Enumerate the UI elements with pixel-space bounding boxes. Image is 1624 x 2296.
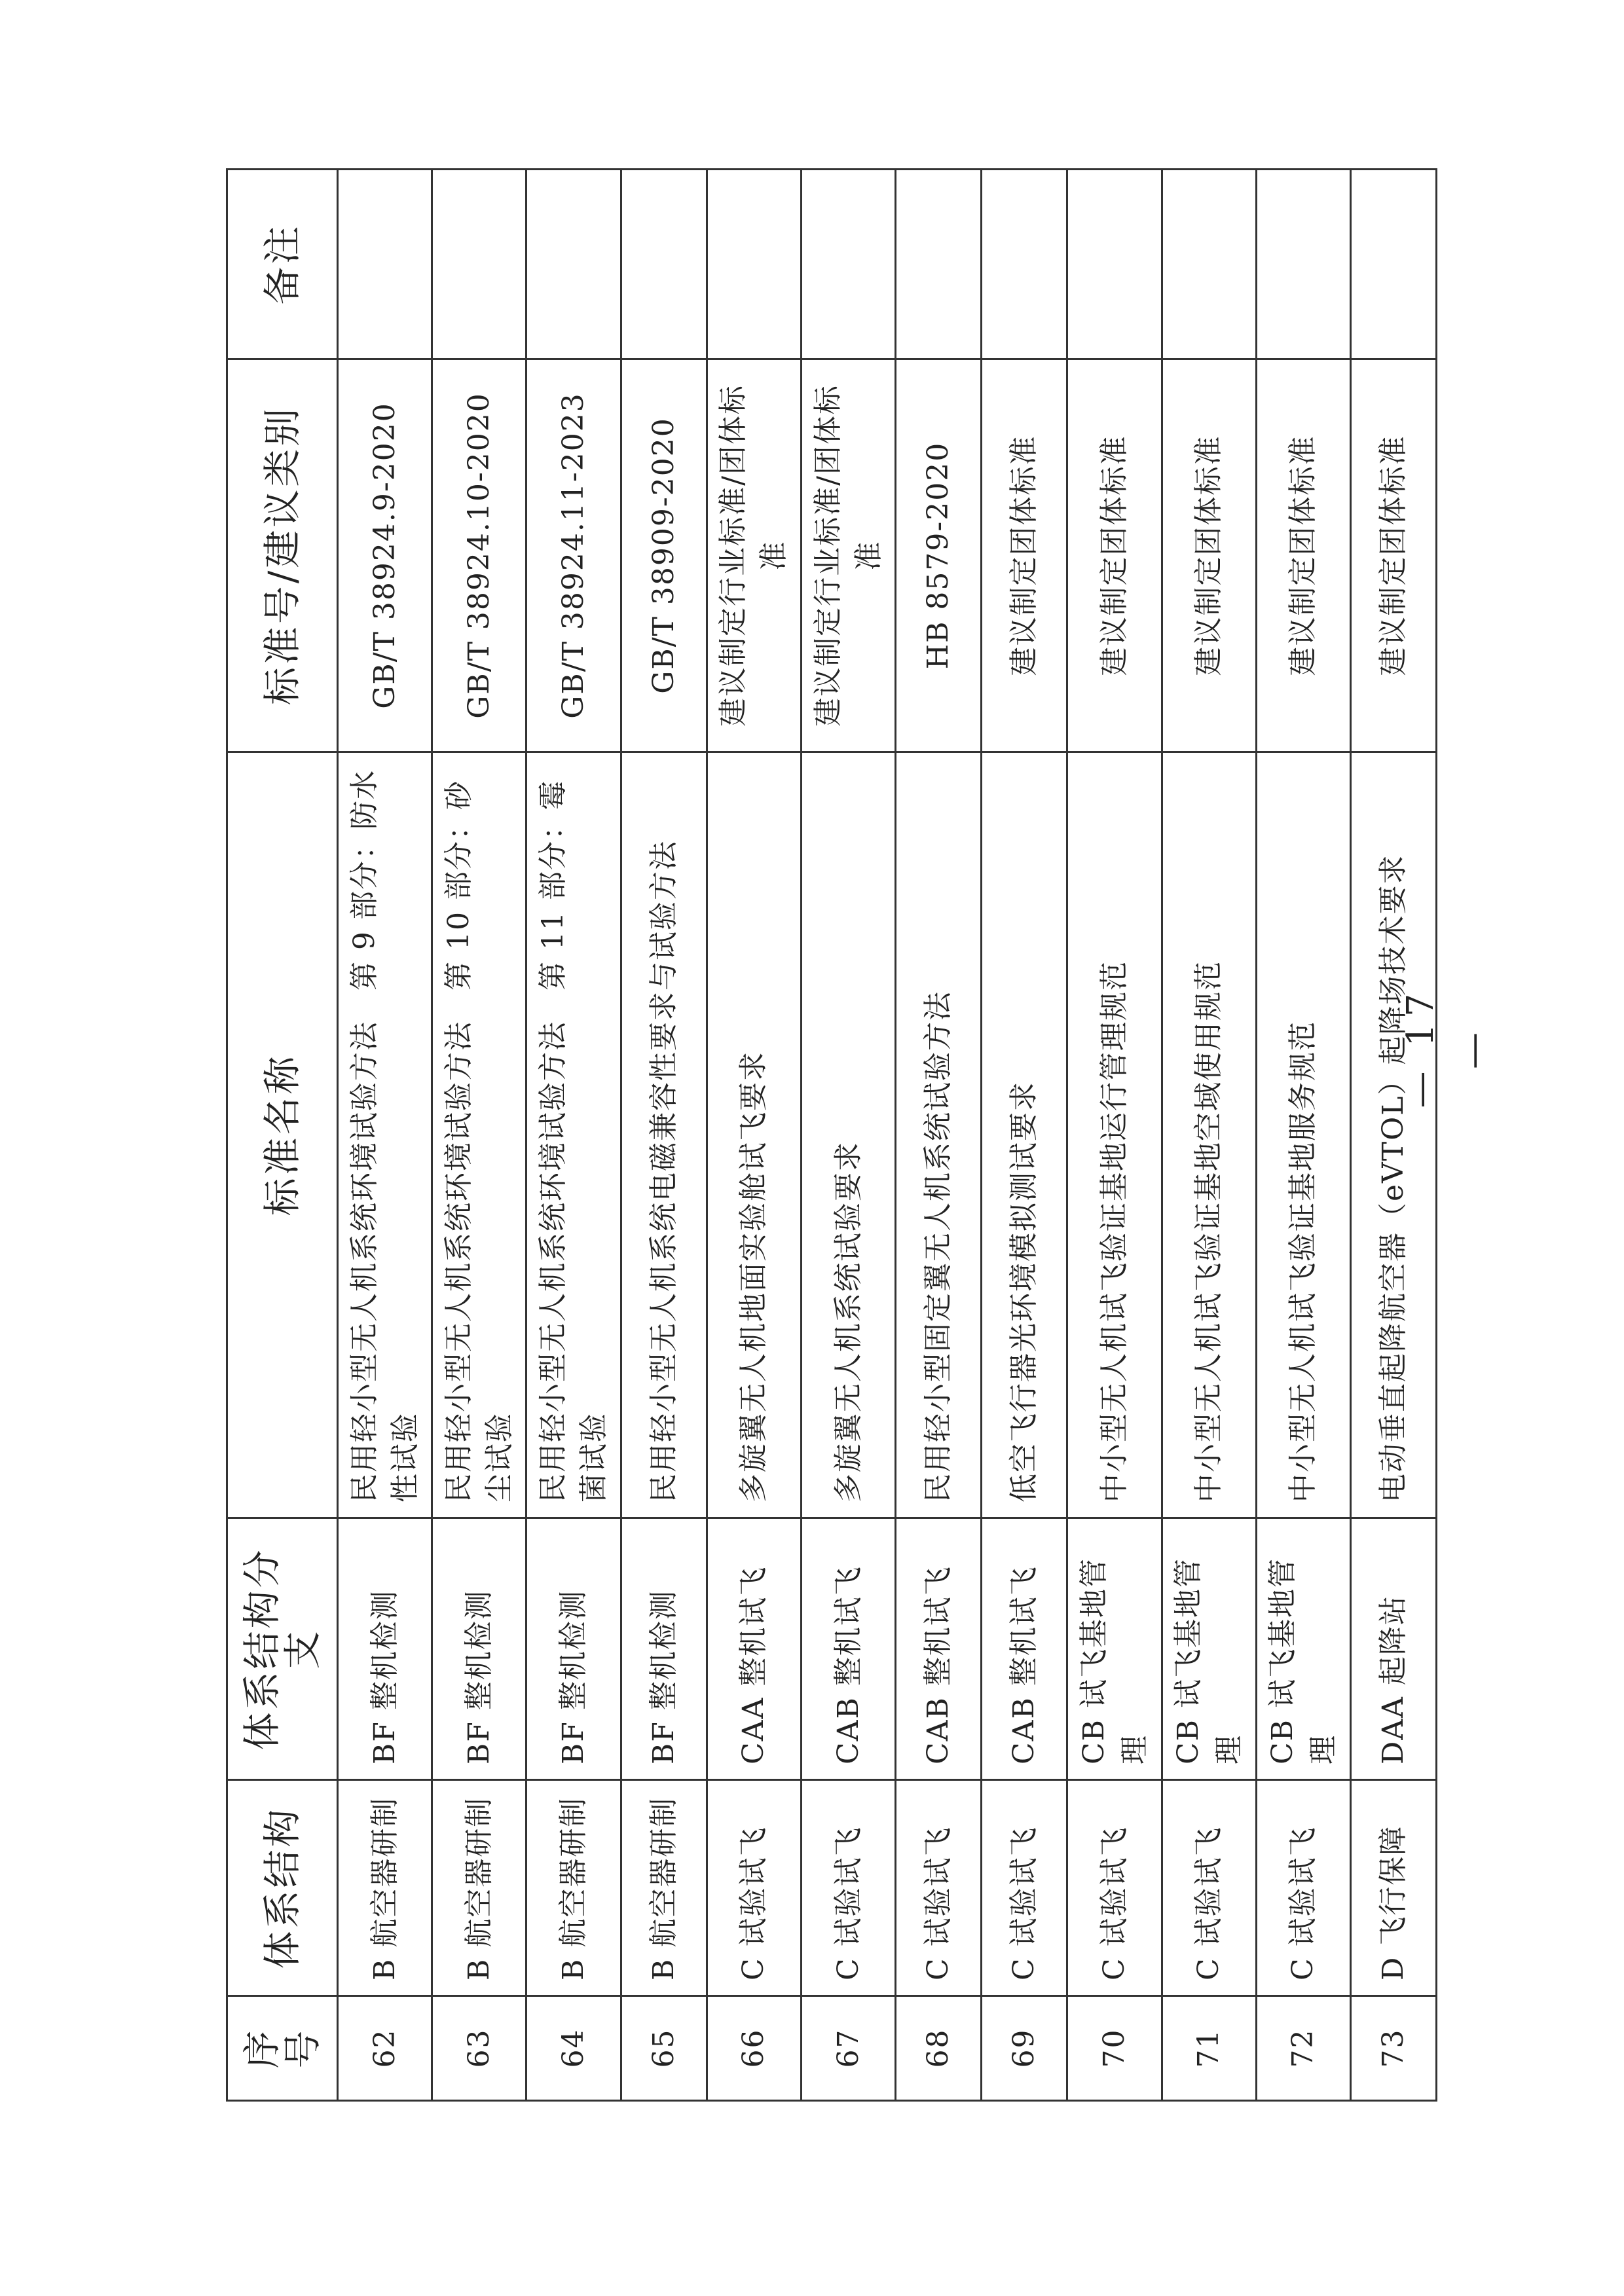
cell-branch: CAB 整机试飞 bbox=[982, 1518, 1067, 1780]
cell-standard-code: 建议制定团体标准 bbox=[1162, 359, 1256, 752]
cell-structure: C 试验试飞 bbox=[1162, 1780, 1256, 1996]
table-row bbox=[896, 170, 982, 2101]
cell-remarks bbox=[1067, 170, 1162, 359]
cell-structure: C 试验试飞 bbox=[1256, 1780, 1350, 1996]
table-row bbox=[432, 170, 526, 2101]
cell-standard-code: 建议制定团体标准 bbox=[982, 359, 1067, 752]
cell-branch: CB 试飞基地管理 bbox=[1256, 1518, 1350, 1780]
cell-standard-code: 建议制定团体标准 bbox=[1350, 359, 1436, 752]
table-row bbox=[982, 170, 1067, 2101]
cell-standard-name: 民用轻小型无人机系统环境试验方法 第 9 部分：防水性试验 bbox=[338, 752, 432, 1518]
cell-standard-name: 中小型无人机试飞验证基地空域使用规范 bbox=[1162, 752, 1256, 1518]
cell-branch: CAA 整机试飞 bbox=[707, 1518, 801, 1780]
cell-remarks bbox=[707, 170, 801, 359]
cell-standard-name: 中小型无人机试飞验证基地服务规范 bbox=[1256, 752, 1350, 1518]
cell-branch: BF 整机检测 bbox=[526, 1518, 621, 1780]
table-row bbox=[1350, 170, 1436, 2101]
cell-remarks bbox=[621, 170, 707, 359]
cell-standard-code: GB/T 38924.11-2023 bbox=[526, 359, 621, 752]
cell-standard-code: HB 8579-2020 bbox=[896, 359, 982, 752]
cell-standard-name: 民用轻小型固定翼无人机系统试验方法 bbox=[896, 752, 982, 1518]
cell-standard-name: 民用轻小型无人机系统电磁兼容性要求与试验方法 bbox=[621, 752, 707, 1518]
header-serial-no: 序号 bbox=[227, 1996, 338, 2101]
cell-structure: C 试验试飞 bbox=[1067, 1780, 1162, 1996]
cell-serial-no: 62 bbox=[338, 1996, 432, 2101]
table-row bbox=[526, 170, 621, 2101]
cell-serial-no: 70 bbox=[1067, 1996, 1162, 2101]
cell-branch: BF 整机检测 bbox=[432, 1518, 526, 1780]
cell-serial-no: 71 bbox=[1162, 1996, 1256, 2101]
cell-standard-name: 民用轻小型无人机系统环境试验方法 第 11 部分：霉菌试验 bbox=[526, 752, 621, 1518]
cell-branch: CAB 整机试飞 bbox=[801, 1518, 895, 1780]
cell-standard-code: GB/T 38909-2020 bbox=[621, 359, 707, 752]
cell-branch: DAA 起降站 bbox=[1350, 1518, 1436, 1780]
cell-serial-no: 72 bbox=[1256, 1996, 1350, 2101]
table-row bbox=[338, 170, 432, 2101]
table-header-row bbox=[227, 170, 338, 2101]
table-row bbox=[801, 170, 895, 2101]
cell-remarks bbox=[526, 170, 621, 359]
header-structure: 体系结构 bbox=[227, 1780, 338, 1996]
cell-remarks bbox=[801, 170, 895, 359]
cell-branch: CB 试飞基地管理 bbox=[1067, 1518, 1162, 1780]
cell-serial-no: 69 bbox=[982, 1996, 1067, 2101]
cell-branch: BF 整机检测 bbox=[338, 1518, 432, 1780]
cell-standard-name: 中小型无人机试飞验证基地运行管理规范 bbox=[1067, 752, 1162, 1518]
cell-remarks bbox=[1350, 170, 1436, 359]
cell-branch: CAB 整机试飞 bbox=[896, 1518, 982, 1780]
cell-standard-name: 低空飞行器光环境模拟测试要求 bbox=[982, 752, 1067, 1518]
cell-structure: C 试验试飞 bbox=[801, 1780, 895, 1996]
cell-structure: C 试验试飞 bbox=[707, 1780, 801, 1996]
cell-serial-no: 73 bbox=[1350, 1996, 1436, 2101]
cell-standard-name: 多旋翼无人机系统试验要求 bbox=[801, 752, 895, 1518]
cell-remarks bbox=[338, 170, 432, 359]
cell-standard-code: 建议制定团体标准 bbox=[1067, 359, 1162, 752]
cell-structure: D 飞行保障 bbox=[1350, 1780, 1436, 1996]
cell-structure: B 航空器研制 bbox=[432, 1780, 526, 1996]
cell-serial-no: 64 bbox=[526, 1996, 621, 2101]
cell-serial-no: 63 bbox=[432, 1996, 526, 2101]
cell-standard-code: 建议制定团体标准 bbox=[1256, 359, 1350, 752]
cell-serial-no: 67 bbox=[801, 1996, 895, 2101]
cell-standard-name: 民用轻小型无人机系统环境试验方法 第 10 部分：砂尘试验 bbox=[432, 752, 526, 1518]
cell-remarks bbox=[432, 170, 526, 359]
header-standard-code: 标准号/建议类别 bbox=[227, 359, 338, 752]
table-row bbox=[1162, 170, 1256, 2101]
rotated-table-container bbox=[226, 170, 1437, 2102]
cell-remarks bbox=[982, 170, 1067, 359]
cell-standard-code: 建议制定行业标准/团体标准 bbox=[801, 359, 895, 752]
cell-remarks bbox=[896, 170, 982, 359]
cell-serial-no: 65 bbox=[621, 1996, 707, 2101]
cell-structure: B 航空器研制 bbox=[526, 1780, 621, 1996]
cell-standard-code: GB/T 38924.10-2020 bbox=[432, 359, 526, 752]
cell-standard-name: 电动垂直起降航空器（eVTOL）起降场技术要求 bbox=[1350, 752, 1436, 1518]
cell-standard-code: GB/T 38924.9-2020 bbox=[338, 359, 432, 752]
cell-structure: B 航空器研制 bbox=[338, 1780, 432, 1996]
table-row bbox=[707, 170, 801, 2101]
cell-branch: CB 试飞基地管理 bbox=[1162, 1518, 1256, 1780]
cell-remarks bbox=[1256, 170, 1350, 359]
cell-standard-code: 建议制定行业标准/团体标准 bbox=[707, 359, 801, 752]
page-number: — 17 — bbox=[1399, 987, 1494, 1108]
table-row bbox=[621, 170, 707, 2101]
standards-table bbox=[226, 168, 1437, 2102]
cell-branch: BF 整机检测 bbox=[621, 1518, 707, 1780]
header-standard-name: 标准名称 bbox=[227, 752, 338, 1518]
cell-structure: C 试验试飞 bbox=[896, 1780, 982, 1996]
cell-standard-name: 多旋翼无人机地面实验舱试飞要求 bbox=[707, 752, 801, 1518]
cell-structure: C 试验试飞 bbox=[982, 1780, 1067, 1996]
cell-remarks bbox=[1162, 170, 1256, 359]
cell-structure: B 航空器研制 bbox=[621, 1780, 707, 1996]
cell-serial-no: 66 bbox=[707, 1996, 801, 2101]
header-remarks: 备注 bbox=[227, 170, 338, 359]
table-row bbox=[1067, 170, 1162, 2101]
table-row bbox=[1256, 170, 1350, 2101]
cell-serial-no: 68 bbox=[896, 1996, 982, 2101]
header-structure-branch: 体系结构分支 bbox=[227, 1518, 338, 1780]
